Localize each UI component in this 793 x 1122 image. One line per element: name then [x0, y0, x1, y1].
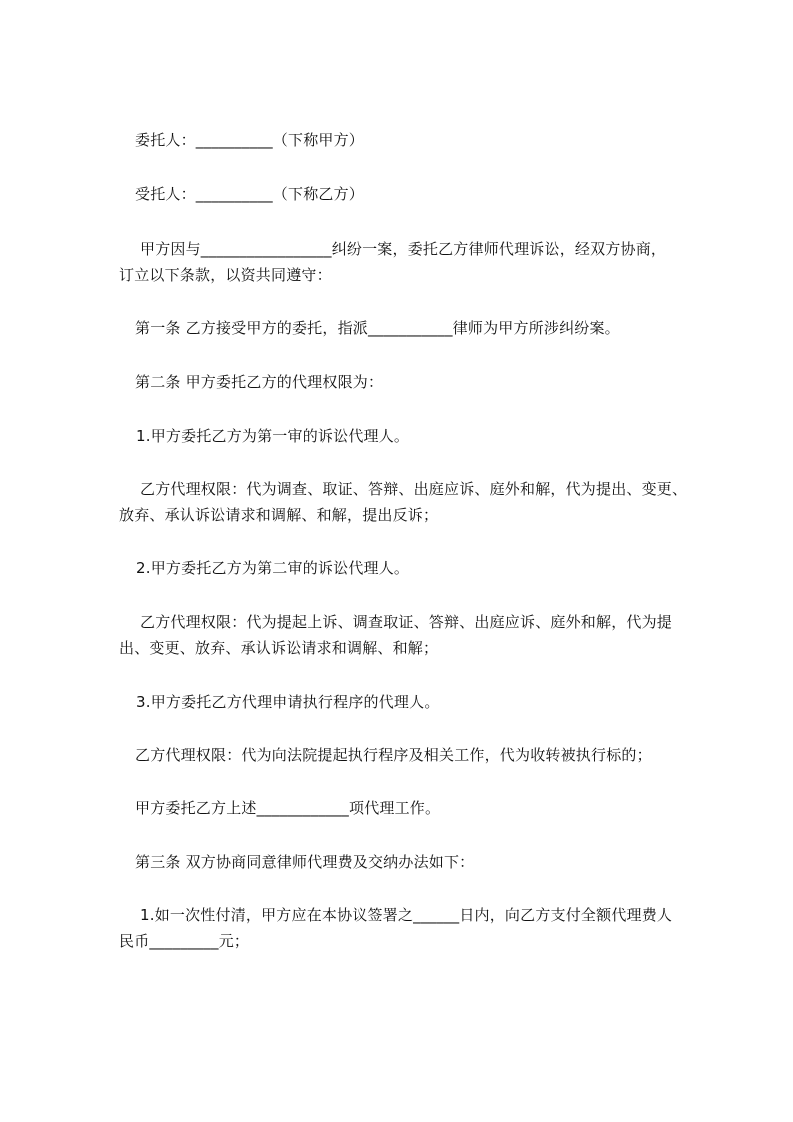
- item-1-scope-line-2: 放弃、承认诉讼请求和调解、和解，提出反诉；: [119, 506, 439, 524]
- article-three-heading: 第三条 双方协商同意律师代理费及交纳办法如下：: [135, 853, 475, 871]
- delegated-items-line: 甲方委托乙方上述____________项代理工作。: [135, 799, 441, 817]
- item-2-scope-line-2: 出、变更、放弃、承认诉讼请求和调解、和解；: [119, 639, 439, 657]
- item-3-execution: 3.甲方委托乙方代理申请执行程序的代理人。: [136, 693, 440, 711]
- client-line: 委托人：__________（下称甲方）: [135, 131, 365, 149]
- item-2-scope-line-1: 乙方代理权限：代为提起上诉、调查取证、答辩、出庭应诉、庭外和解，代为提: [140, 613, 673, 631]
- fee-item-1-line-1: 1.如一次性付清，甲方应在本协议签署之______日内，向乙方支付全额代理费人: [140, 906, 673, 924]
- agent-line: 受托人：__________（下称乙方）: [135, 185, 365, 203]
- article-two-heading: 第二条 甲方委托乙方的代理权限为：: [135, 373, 384, 391]
- item-3-scope: 乙方代理权限：代为向法院提起执行程序及相关工作，代为收转被执行标的；: [135, 746, 652, 764]
- item-2-second-instance: 2.甲方委托乙方为第二审的诉讼代理人。: [136, 559, 410, 577]
- article-one: 第一条 乙方接受甲方的委托，指派___________律师为甲方所涉纠纷案。: [135, 319, 620, 337]
- item-1-first-instance: 1.甲方委托乙方为第一审的诉讼代理人。: [136, 427, 410, 445]
- intro-line-1: 甲方因与_________________纠纷一案，委托乙方律师代理诉讼，经双方协商，: [140, 240, 667, 258]
- intro-line-2: 订立以下条款，以资共同遵守：: [119, 266, 332, 284]
- fee-item-1-line-2: 民币_________元；: [119, 932, 250, 950]
- item-1-scope-line-1: 乙方代理权限：代为调查、取证、答辩、出庭应诉、庭外和解，代为提出、变更、: [140, 480, 688, 498]
